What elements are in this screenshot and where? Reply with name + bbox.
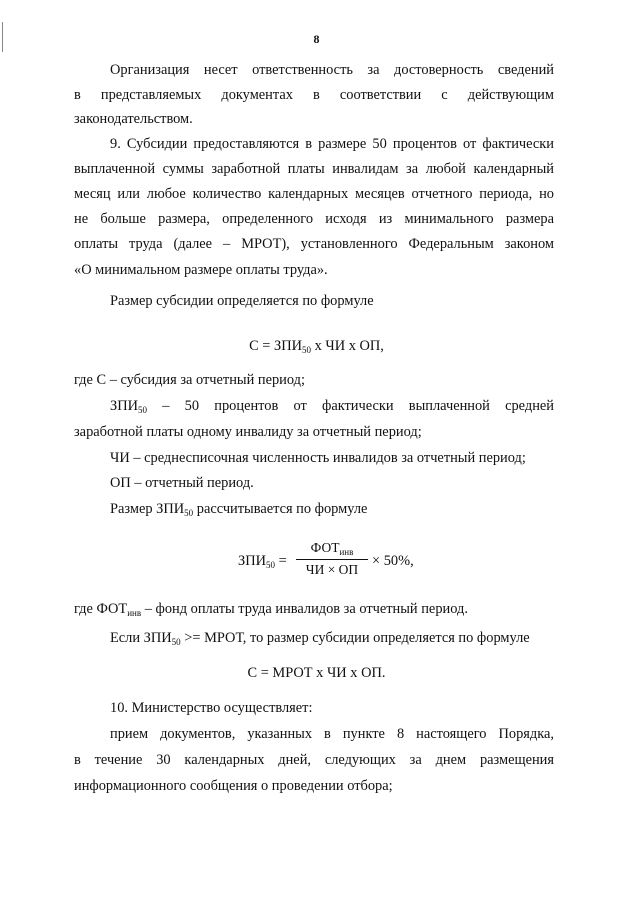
paragraph-line: месяц или любое количество календарных месяцев отчетного периода, но — [74, 186, 554, 202]
condition-line: Если $ЗПИ_{50}$ >= МРОТ, то размер субсидии определяется по формуле — [110, 630, 530, 647]
formula-numerator: $ФОТ_{инв}$ — [310, 540, 354, 557]
paragraph-line: «О минимальном размере оплаты труда». — [74, 262, 328, 278]
definition-c: где С – субсидия за отчетный период; — [74, 372, 305, 388]
paragraph-line: Организация несет ответственность за достоверность сведений — [110, 62, 554, 78]
paragraph-line: 9. Субсидии предоставляются в размере 50 процентов от фактически — [110, 136, 554, 152]
paragraph-line: законодательством. — [74, 111, 193, 127]
definition-fot: где $ФОТ_{инв}$ – фонд оплаты труда инвалидов за отчетный период. — [74, 601, 468, 618]
paragraph-line: не больше размера, определенного исходя из минимального размера — [74, 211, 554, 227]
definition-zpi: $ЗПИ_{50} - 50$ процентов от фактически выплаченной средней — [110, 398, 554, 415]
paragraph-line: прием документов, указанных в пункте 8 настоящего Порядка, — [110, 726, 554, 742]
paragraph-line: информационного сообщения о проведении отбора; — [74, 778, 393, 794]
formula-mrot: С = МРОТ х ЧИ х ОП. — [247, 665, 386, 681]
definition-op: ОП – отчетный период. — [110, 475, 254, 491]
paragraph-line: заработной платы одному инвалиду за отчетный период; — [74, 424, 422, 440]
paragraph-10: 10. Министерство осуществляет: — [110, 700, 313, 716]
formula-subsidy: $С = ЗПИ_{50}$ х ЧИ х ОП, — [249, 338, 384, 355]
page-number: 8 — [313, 32, 320, 46]
paragraph-line: оплаты труда (далее – МРОТ), установленного Федеральным законом — [74, 236, 554, 252]
definition-chi: ЧИ – среднесписочная численность инвалидов за отчетный период; — [110, 450, 526, 466]
zpi-size-line: Размер $ЗПИ_{50}$ рассчитывается по формуле — [110, 501, 368, 518]
formula-lhs: $ЗПИ_{50}$ = — [238, 553, 287, 570]
paragraph-line: в представляемых документах в соответствии с действующим — [74, 87, 554, 103]
formula-rhs: × 50%, — [372, 553, 414, 569]
formula-denominator: ЧИ × ОП — [305, 562, 359, 577]
paragraph-line: в течение 30 календарных дней, следующих за днем размещения — [74, 752, 554, 768]
paragraph-line: Размер субсидии определяется по формуле — [110, 293, 374, 309]
fraction-bar — [296, 559, 368, 560]
paragraph-line: выплаченной суммы заработной платы инвалидам за любой календарный — [74, 161, 554, 177]
